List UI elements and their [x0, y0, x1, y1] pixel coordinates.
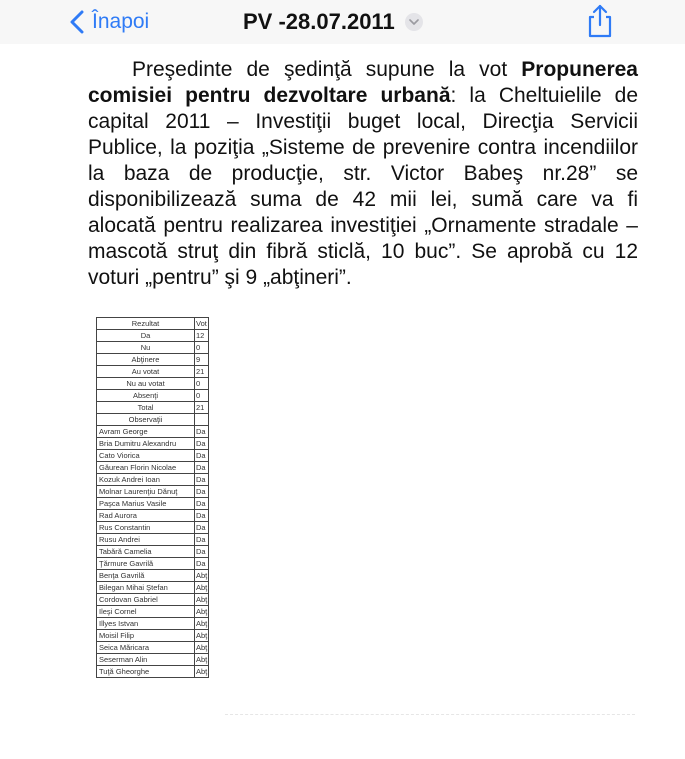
member-vote: Da — [195, 474, 209, 486]
member-name: Illyes Istvan — [97, 618, 195, 630]
member-name: Rad Aurora — [97, 510, 195, 522]
summary-value: 0 — [195, 378, 209, 390]
member-vote: Abţ — [196, 606, 208, 616]
paragraph-intro: Preşedinte de şedinţă supune la vot — [132, 58, 508, 81]
member-vote: Abţ — [196, 642, 208, 652]
header-label: Rezultat — [97, 318, 195, 330]
summary-label: Da — [97, 330, 195, 342]
summary-value: 21 — [195, 402, 209, 414]
table-row — [97, 582, 209, 594]
summary-label: Abţinere — [97, 354, 195, 366]
proposal-title: Propunerea comisiei pentru dezvoltare urbană — [88, 58, 638, 107]
table-row — [97, 426, 209, 438]
summary-value: 9 — [195, 354, 209, 366]
member-vote: Da — [195, 510, 209, 522]
member-vote: Abţ — [196, 666, 208, 676]
member-vote: Da — [195, 438, 209, 450]
table-row — [97, 642, 209, 654]
table-row — [97, 438, 209, 450]
member-name: Molnar Laurenţiu Dănuţ — [97, 486, 195, 498]
member-name: Benţa Gavrilă — [97, 570, 195, 582]
observations-value — [195, 414, 209, 426]
member-name: Rusu Andrei — [97, 534, 195, 546]
member-vote: Abţ — [196, 570, 208, 580]
table-row — [97, 486, 209, 498]
member-name: Cato Viorica — [97, 450, 195, 462]
member-name: Avram George — [97, 426, 195, 438]
member-vote: Da — [195, 486, 209, 498]
member-vote: Da — [195, 450, 209, 462]
vote-results-table — [96, 317, 209, 678]
summary-row — [97, 390, 209, 402]
table-row — [97, 618, 209, 630]
table-row — [97, 606, 209, 618]
member-name: Bria Dumitru Alexandru — [97, 438, 195, 450]
table-row — [97, 462, 209, 474]
member-vote: Abţ — [196, 654, 208, 664]
member-vote: Abţ — [196, 630, 208, 640]
summary-row — [97, 354, 209, 366]
table-row — [97, 498, 209, 510]
paragraph-body: : la Cheltuielile de capital 2011 – Investiţii buget local, Direcţia Servicii Publice, la poziţia „Sisteme de prevenire contra incendiilor la baza de producţie, str. Victor Babeş nr.28” se disponibilizează suma de 42 mii lei, sumă care va fi alocată pentru realizarea investiţiei „Ornamente stradale – mascotă struţ din fibră sticlă, 10 buc”. Se aprobă cu 12 voturi „pentru” şi 9 „abţineri”. — [88, 84, 638, 289]
member-vote: Da — [195, 462, 209, 474]
chevron-down-icon — [405, 13, 423, 31]
member-name: Seserman Alin — [97, 654, 195, 666]
member-name: Ileşi Cornel — [97, 606, 195, 618]
summary-value: 21 — [195, 366, 209, 378]
member-name: Tuţă Gheorghe — [97, 666, 195, 678]
member-vote: Da — [195, 558, 209, 570]
summary-label: Au votat — [97, 366, 195, 378]
navigation-bar — [0, 0, 685, 44]
member-vote: Abţ — [196, 582, 208, 592]
summary-label: Nu — [97, 342, 195, 354]
summary-label: Nu au votat — [97, 378, 195, 390]
table-row — [97, 450, 209, 462]
member-vote: Da — [195, 522, 209, 534]
page-title: PV -28.07.2011 — [243, 9, 395, 34]
summary-value: 0 — [195, 342, 209, 354]
member-vote: Da — [195, 534, 209, 546]
member-name: Seica Măricara — [97, 642, 195, 654]
summary-row — [97, 402, 209, 414]
table-row — [97, 630, 209, 642]
summary-row — [97, 330, 209, 342]
table-row — [97, 474, 209, 486]
summary-row — [97, 342, 209, 354]
back-button[interactable] — [70, 8, 149, 36]
member-vote: Abţ — [196, 618, 208, 628]
observations-row — [97, 414, 209, 426]
member-name: Cordovan Gabriel — [97, 594, 195, 606]
table-row — [97, 522, 209, 534]
summary-label: Absenţi — [97, 390, 195, 402]
chevron-left-icon — [70, 10, 84, 34]
summary-row — [97, 366, 209, 378]
table-row — [97, 546, 209, 558]
member-vote: Da — [195, 546, 209, 558]
member-name: Ţărmure Gavrilă — [97, 558, 195, 570]
back-label: Înapoi — [92, 10, 150, 33]
table-row — [97, 534, 209, 546]
summary-value: 12 — [195, 330, 209, 342]
document-title-menu[interactable] — [243, 8, 423, 36]
member-name: Tabără Camelia — [97, 546, 195, 558]
table-row — [97, 570, 209, 582]
summary-row — [97, 378, 209, 390]
table-row — [97, 558, 209, 570]
share-icon — [585, 26, 615, 43]
table-header-row — [97, 318, 209, 330]
member-vote: Da — [195, 426, 209, 438]
member-name: Găurean Florin Nicolae — [97, 462, 195, 474]
member-name: Kozuk Andrei Ioan — [97, 474, 195, 486]
table-row — [97, 654, 209, 666]
summary-label: Total — [97, 402, 195, 414]
page-divider — [225, 714, 635, 715]
member-vote: Abţ — [196, 594, 208, 604]
observations-label: Observaţii — [97, 414, 195, 426]
member-name: Moisil Filip — [97, 630, 195, 642]
table-row — [97, 666, 209, 678]
resolution-paragraph — [88, 57, 638, 291]
member-vote: Da — [195, 498, 209, 510]
member-name: Rus Constantin — [97, 522, 195, 534]
table-row — [97, 510, 209, 522]
member-name: Bilegan Mihai Ştefan — [97, 582, 195, 594]
header-value: Vot — [196, 318, 207, 328]
document-body — [88, 57, 638, 291]
summary-value: 0 — [195, 390, 209, 402]
table-row — [97, 594, 209, 606]
share-button[interactable] — [585, 3, 615, 44]
member-name: Paşca Marius Vasile — [97, 498, 195, 510]
